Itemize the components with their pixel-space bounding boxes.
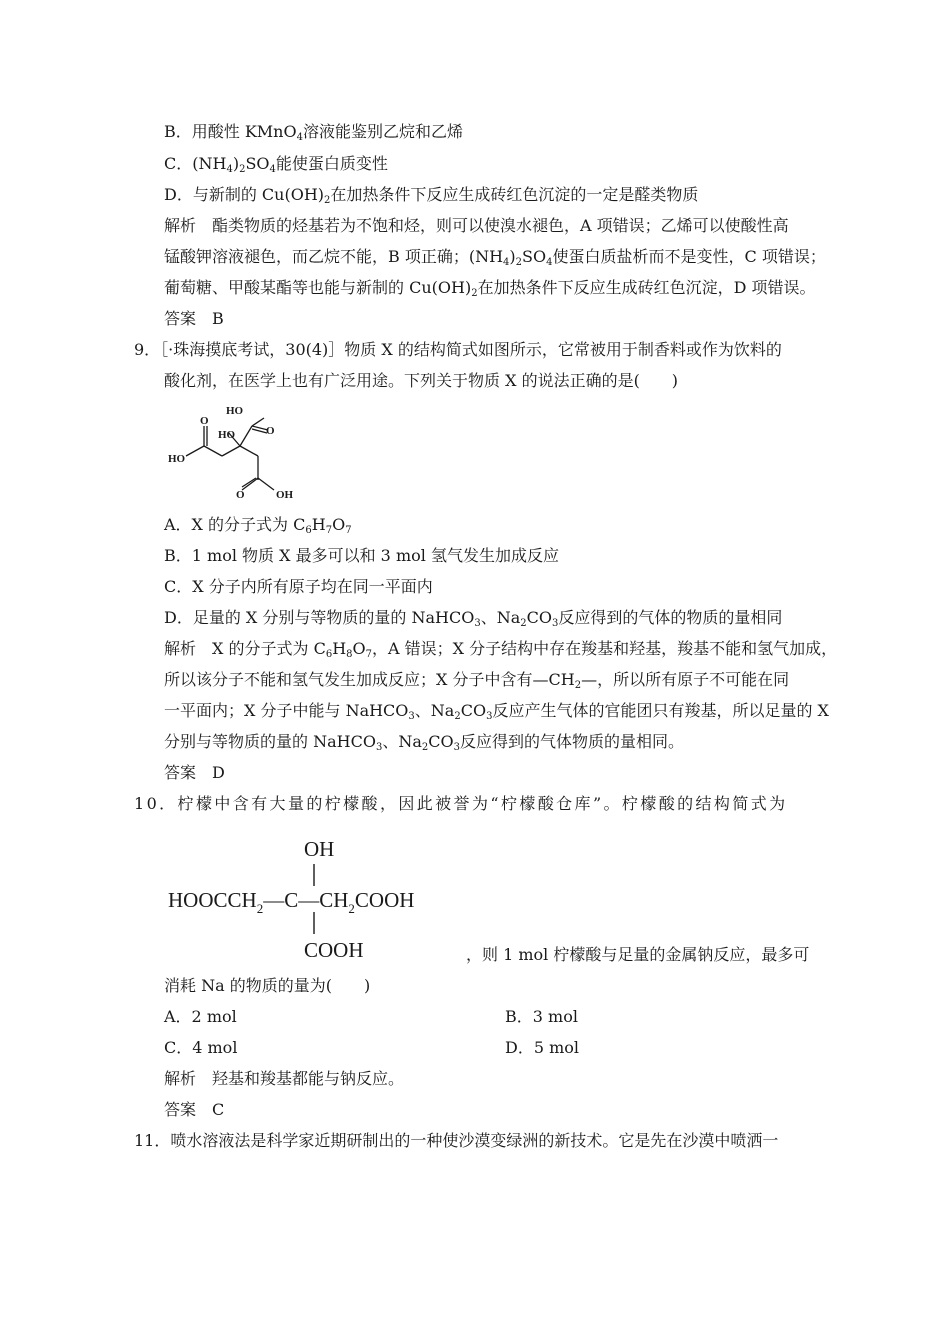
q9-option-a: A．X 的分子式为 $C_6H_7O_7$ bbox=[164, 515, 352, 536]
q9-stem-line-2: 酸化剂，在医学上也有广泛用途。下列关于物质 X 的说法正确的是( ) bbox=[164, 371, 679, 390]
q9-structure-diagram bbox=[160, 398, 310, 508]
q10-left-group-label: $HOOCCH_2—C—CH_2COOH$ bbox=[168, 888, 415, 916]
q8-answer: 答案 B bbox=[164, 309, 224, 328]
q9-answer: 答案 D bbox=[164, 763, 225, 782]
q9-top-hydroxyl-label: HO bbox=[226, 405, 244, 417]
q9-analysis-line-3: 一平面内；X 分子中能与 NaHCO$_3$、$Na_2CO_3$反应产生气体的官能团只有羧基，所以足量的 X bbox=[164, 701, 829, 722]
q9-analysis-line-2: 所以该分子不能和氢气发生加成反应；X 分子中含有$—CH_2—$，所以所有原子不可能在同 bbox=[164, 670, 790, 691]
q10-analysis: 解析 羟基和羧基都能与钠反应。 bbox=[164, 1069, 405, 1088]
q10-stem-line-1: 10．柠檬中含有大量的柠檬酸，因此被誉为“柠檬酸仓库”。柠檬酸的结构简式为 bbox=[134, 794, 788, 813]
q10-hydroxyl-label: OH bbox=[304, 837, 335, 861]
q10-option-a: A．2 mol bbox=[164, 1007, 237, 1026]
q11-stem-line-1: 11．喷水溶液法是科学家近期研制出的一种使沙漠变绿洲的新技术。它是先在沙漠中喷洒一 bbox=[134, 1131, 779, 1150]
q8-analysis-line-1: 解析 酯类物质的烃基若为不饱和烃，则可以使溴水褪色，A 项错误；乙烯可以使酸性高 bbox=[164, 216, 789, 235]
q9-option-c: C．X 分子内所有原子均在同一平面内 bbox=[164, 577, 433, 596]
q10-stem-line-3: 消耗 Na 的物质的量为( ) bbox=[164, 976, 371, 995]
q8-option-b: B．用酸性 KMnO$_4$溶液能鉴别乙烷和乙烯 bbox=[164, 122, 463, 143]
q9-left-hydroxyl-label: HO bbox=[168, 453, 186, 465]
q9-analysis-line-1: 解析 X 的分子式为 $C_6H_8O_7$，A 错误；X 分子结构中存在羧基和羟基，羧基不能和氢气加成， bbox=[164, 639, 838, 660]
q9-option-d: D．足量的 X 分别与等物质的量的 NaHCO$_3$、$Na_2CO_3$反应得到的气体的物质的量相同 bbox=[164, 608, 783, 629]
q10-option-c: C．4 mol bbox=[164, 1038, 238, 1057]
q9-top-oxygen-label: O bbox=[266, 425, 275, 437]
q9-center-hydroxyl-label: HO bbox=[218, 429, 236, 441]
q8-option-c: C．$(NH_4)_2SO_4$能使蛋白质变性 bbox=[164, 154, 388, 175]
q9-option-b: B．1 mol 物质 X 最多可以和 3 mol 氢气发生加成反应 bbox=[164, 546, 559, 565]
q8-analysis-line-3: 葡萄糖、甲酸某酯等也能与新制的 $Cu(OH)_2$在加热条件下反应生成砖红色沉淀，D 项错误。 bbox=[164, 278, 816, 299]
q9-bottom-oxygen-label: O bbox=[236, 489, 245, 501]
q10-option-d: D．5 mol bbox=[505, 1038, 580, 1057]
q8-analysis-line-2: 锰酸钾溶液褪色，而乙烷不能，B 项正确；$(NH_4)_2SO_4$使蛋白质盐析而不是变性，C 项错误； bbox=[164, 247, 826, 268]
q10-structure-diagram bbox=[164, 832, 474, 968]
q9-bottom-hydroxyl-label: OH bbox=[276, 489, 294, 501]
q10-option-b: B．3 mol bbox=[505, 1007, 578, 1026]
q10-answer: 答案 C bbox=[164, 1100, 225, 1119]
q9-left-oxygen-label: O bbox=[200, 415, 209, 427]
q8-option-d: D．与新制的 $Cu(OH)_2$在加热条件下反应生成砖红色沉淀的一定是醛类物质 bbox=[164, 185, 699, 206]
q10-bottom-carboxyl-label: COOH bbox=[304, 938, 364, 962]
q9-analysis-line-4: 分别与等物质的量的 NaHCO$_3$、$Na_2CO_3$反应得到的气体物质的量相同。 bbox=[164, 732, 684, 753]
q10-stem-line-2: ，则 1 mol 柠檬酸与足量的金属钠反应，最多可 bbox=[466, 945, 810, 964]
q9-stem-line-1: 9．［·珠海摸底考试，30(4)］物质 X 的结构简式如图所示，它常被用于制香料或作为饮料的 bbox=[134, 340, 782, 359]
